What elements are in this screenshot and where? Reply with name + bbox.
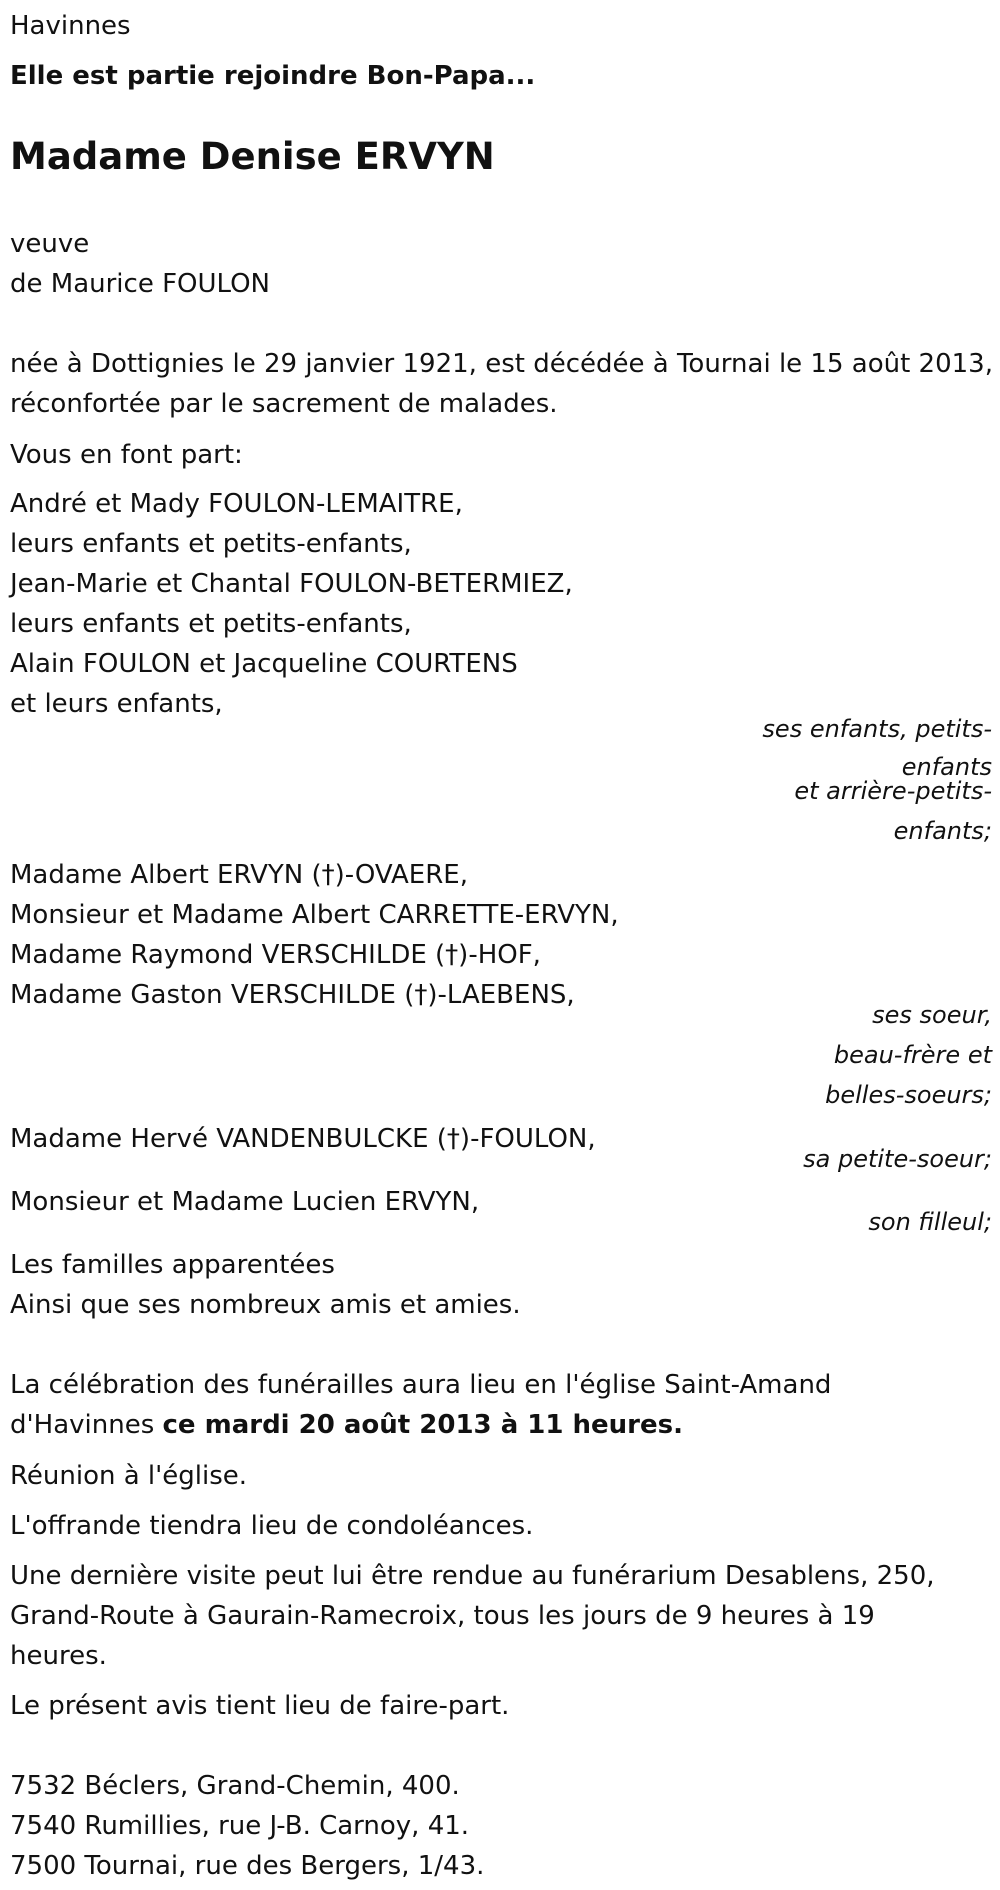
family-line: leurs enfants et petits-enfants,: [10, 529, 412, 559]
relation-label: et arrière-petits-: [794, 777, 992, 805]
family-line: Madame Hervé VANDENBULCKE (†)-FOULON,: [10, 1124, 596, 1154]
relation-label: son filleul;: [868, 1208, 992, 1236]
funeral-line: La célébration des funérailles aura lieu en l'église Saint-Amand: [10, 1370, 832, 1400]
family-line: Madame Raymond VERSCHILDE (†)-HOF,: [10, 940, 541, 970]
address-line: 7500 Tournai, rue des Bergers, 1/43.: [10, 1851, 485, 1881]
family-line: Jean-Marie et Chantal FOULON-BETERMIEZ,: [10, 569, 573, 599]
location: Havinnes: [10, 11, 131, 41]
subtitle: Elle est partie rejoindre Bon-Papa...: [10, 61, 536, 91]
announce-line: Vous en font part:: [10, 440, 243, 470]
family-line: André et Mady FOULON-LEMAITRE,: [10, 489, 463, 519]
relation-label: enfants: [901, 753, 992, 781]
visit-line: Grand-Route à Gaurain-Ramecroix, tous les jours de 9 heures à 19: [10, 1601, 875, 1631]
family-line: Alain FOULON et Jacqueline COURTENS: [10, 649, 518, 679]
funeral-place: d'Havinnes: [10, 1410, 163, 1440]
relation-label: beau-frère et: [833, 1041, 992, 1069]
family-line: Madame Albert ERVYN (†)-OVAERE,: [10, 860, 468, 890]
relation-label: enfants;: [893, 817, 992, 845]
relation-label: sa petite-soeur;: [803, 1145, 992, 1173]
relation-label: ses soeur,: [872, 1001, 992, 1029]
visit-line: Une dernière visite peut lui être rendue au funérarium Desablens, 250,: [10, 1561, 935, 1591]
address-line: 7532 Béclers, Grand-Chemin, 400.: [10, 1771, 460, 1801]
offering-line: L'offrande tiendra lieu de condoléances.: [10, 1511, 534, 1541]
funeral-line: [10, 1405, 683, 1445]
visit-line: heures.: [10, 1641, 107, 1671]
notice-line: Le présent avis tient lieu de faire-part.: [10, 1691, 510, 1721]
address-line: 7540 Rumillies, rue J-B. Carnoy, 41.: [10, 1811, 470, 1841]
family-line: Monsieur et Madame Lucien ERVYN,: [10, 1187, 480, 1217]
relation-label: belles-soeurs;: [825, 1081, 992, 1109]
birth-death-line: réconfortée par le sacrement de malades.: [10, 389, 558, 419]
families-line: Les familles apparentées: [10, 1250, 335, 1280]
family-line: Monsieur et Madame Albert CARRETTE-ERVYN,: [10, 900, 619, 930]
family-line: Madame Gaston VERSCHILDE (†)-LAEBENS,: [10, 980, 575, 1010]
birth-death-line: née à Dottignies le 29 janvier 1921, est décédée à Tournai le 15 août 2013,: [10, 349, 993, 379]
family-line: et leurs enfants,: [10, 689, 223, 719]
family-line: leurs enfants et petits-enfants,: [10, 609, 412, 639]
relation-label: ses enfants, petits-: [762, 715, 992, 743]
funeral-date: ce mardi 20 août 2013 à 11 heures.: [162, 1410, 683, 1440]
meeting-line: Réunion à l'église.: [10, 1461, 248, 1491]
status-line: veuve: [10, 229, 90, 259]
status-line: de Maurice FOULON: [10, 269, 270, 299]
families-line: Ainsi que ses nombreux amis et amies.: [10, 1290, 521, 1320]
deceased-name: Madame Denise ERVYN: [10, 135, 495, 178]
